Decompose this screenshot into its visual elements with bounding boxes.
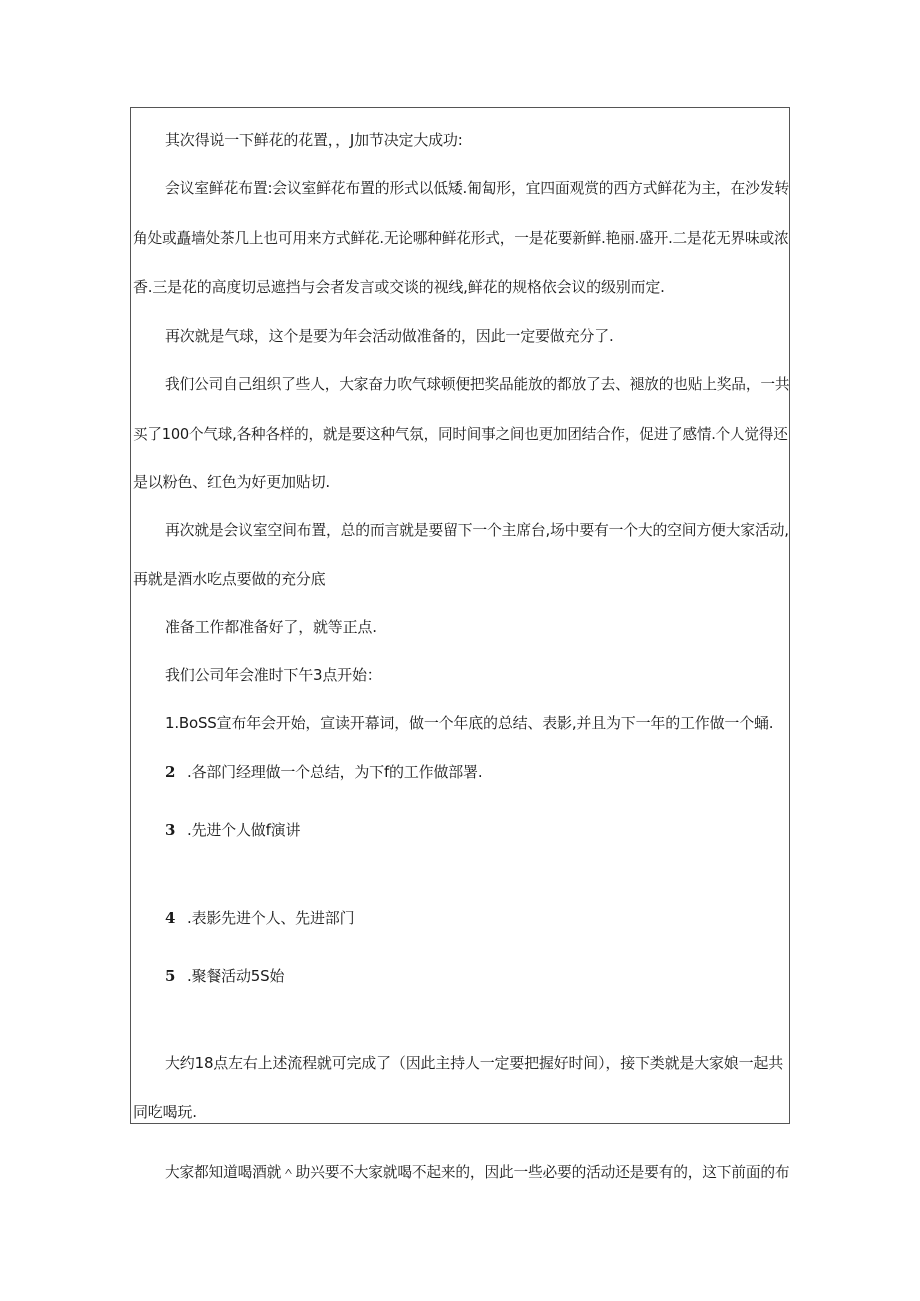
paragraph-schedule-end-line2: 同吃喝玩.	[133, 1103, 197, 1121]
paragraph-start-time: 我们公司年会准时下午3点开始：	[165, 666, 382, 684]
paragraph-ready: 准备工作都准备好了，就等正点.	[165, 618, 377, 636]
paragraph-balloons: 再次就是气球，这个是要为年会活动做准备的，因此一定要做充分了.	[165, 327, 614, 345]
paragraph-balloons-detail-line1: 我们公司自己组织了些人，大家奋力吹气球顿便把奖品能放的都放了去、褪放的也贴上奖品，一共	[165, 375, 790, 393]
paragraph-balloons-detail-line3: 是以粉色、红色为好更加贴切.	[133, 473, 330, 491]
paragraph-flowers-line1: 会议室鲜花布置:会议室鲜花布置的形式以低矮.匍匐形，宜四面观赏的西方式鲜花为主，在沙发转	[165, 179, 790, 197]
paragraph-room-layout-line1: 再次就是会议室空间布置，总的而言就是要留下一个主席台,场中要有一个大的空间方便大家活动,	[165, 521, 789, 539]
list-item-number: 4	[165, 909, 176, 927]
paragraph-flowers-line3: 香.三是花的高度切忌遮挡与会者发言或交谈的视线,鲜花的规格依会议的级别而定.	[133, 278, 665, 296]
paragraph-room-layout-line2: 再就是酒水吃点要做的充分底	[133, 570, 326, 588]
list-item-5	[165, 966, 284, 986]
list-item-2	[165, 762, 482, 782]
list-item-number: 3	[165, 821, 176, 839]
list-item-text: .先进个人做f演讲	[187, 821, 301, 839]
list-item-3	[165, 820, 300, 840]
list-item-4	[165, 908, 354, 928]
list-item-text: .各部门经理做一个总结，为下f的工作做部署.	[187, 763, 483, 781]
paragraph-flowers-intro: 其次得说一下鲜花的花置，，J加节决定大成功:	[165, 131, 463, 149]
list-item-number: 2	[165, 763, 176, 781]
paragraph-balloons-detail-line2: 买了100个气球,各种各样的，就是要这种气氛，同时间事之间也更加团结合作，促进了感情.个人觉得还	[133, 425, 788, 443]
paragraph-schedule-end-line1: 大约18点左右上述流程就可完成了（因此主持人一定要把握好时间），接下类就是大家娘一起共	[165, 1054, 783, 1072]
paragraph-drinking-activities: 大家都知道喝酒就＾助兴要不大家就喝不起来的，因此一些必要的活动还是要有的，这下前面的布	[165, 1163, 790, 1181]
paragraph-flowers-line2: 角处或矗墙处茶几上也可用来方式鲜花.无论哪种鲜花形式，一是花要新鲜.艳丽.盛开.二是花无界味或浓	[133, 229, 789, 247]
list-item-text: .聚餐活动5S始	[187, 967, 285, 985]
list-item-text: .表影先进个人、先进部门	[187, 909, 355, 927]
list-item-number: 5	[165, 967, 176, 985]
list-item-1: 1.BoSS宣布年会开始，宣读开幕词，做一个年底的总结、表影,并且为下一年的工作做一个蛹.	[165, 714, 774, 732]
